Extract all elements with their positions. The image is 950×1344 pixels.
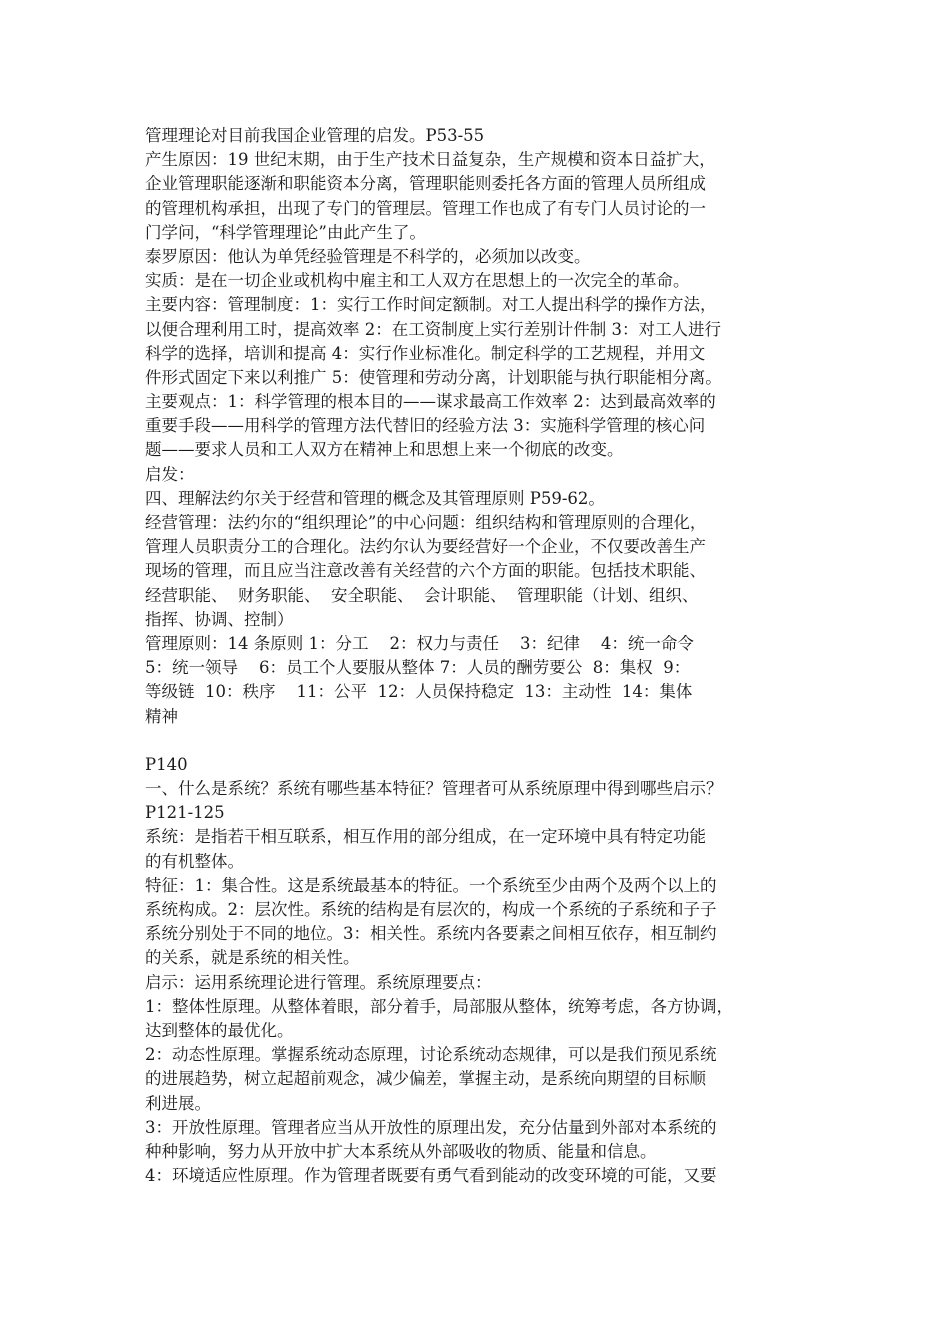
text-line: 主要观点：1：科学管理的根本目的——谋求最高工作效率 2：达到最高效率的 — [145, 392, 716, 412]
text-line: 种种影响，努力从开放中扩大本系统从外部吸收的物质、能量和信息。 — [145, 1141, 657, 1161]
text-line: 经营管理：法约尔的“组织理论”的中心问题：组织结构和管理原则的合理化， — [145, 513, 707, 532]
text-line: 的关系，就是系统的相关性。 — [145, 948, 360, 968]
text-line: 利进展。 — [145, 1093, 211, 1113]
text-line: 重要手段——用科学的管理方法代替旧的经验方法 3：实施科学管理的核心问 — [145, 416, 706, 436]
text-line: 3：开放性原理。管理者应当从开放性的原理出发，充分估量到外部对本系统的 — [145, 1117, 717, 1137]
text-line: P140 — [145, 754, 188, 774]
text-line: 的进展趋势，树立起超前观念，减少偏差，掌握主动，是系统向期望的目标顺 — [145, 1069, 706, 1089]
text-line: 系统分别处于不同的地位。3：相关性。系统内各要素之间相互依存，相互制约 — [145, 924, 717, 944]
text-line: 科学的选择，培训和提高 4：实行作业标准化。制定科学的工艺规程，并用文 — [145, 343, 706, 363]
text-line — [145, 729, 845, 753]
text-line: 指挥、协调、控制） — [145, 609, 294, 629]
text-line: 一、什么是系统？系统有哪些基本特征？管理者可从系统原理中得到哪些启示？ — [145, 779, 723, 799]
text-line: 管理原则：14 条原则 1：分工 2：权力与责任 3：纪律 4：统一命令 — [145, 633, 694, 653]
text-line: 实质：是在一切企业或机构中雇主和工人双方在思想上的一次完全的革命。 — [145, 271, 690, 291]
text-line: 启示：运用系统理论进行管理。系统原理要点： — [145, 972, 492, 992]
text-line: 四、理解法约尔关于经营和管理的概念及其管理原则 P59-62。 — [145, 488, 605, 508]
text-line: 题——要求人员和工人双方在精神上和思想上来一个彻底的改变。 — [145, 440, 624, 460]
text-line: 件形式固定下来以利推广 5：使管理和劳动分离，计划职能与执行职能相分离。 — [145, 367, 722, 387]
text-line: 特征：1：集合性。这是系统最基本的特征。一个系统至少由两个及两个以上的 — [145, 875, 717, 895]
text-line: 以便合理利用工时，提高效率 2：在工资制度上实行差别计件制 3：对工人进行 — [145, 319, 721, 339]
text-line: 管理理论对目前我国企业管理的启发。P53-55 — [145, 126, 485, 145]
text-line: 企业管理职能逐渐和职能资本分离，管理职能则委托各方面的管理人员所组成 — [145, 174, 706, 194]
text-line: 主要内容：管理制度：1：实行工作时间定额制。对工人提出科学的操作方法， — [145, 295, 717, 315]
text-line: 经营职能、 财务职能、 安全职能、 会计职能、 管理职能（计划、组织、 — [145, 585, 699, 605]
text-line: 精神 — [145, 706, 178, 726]
text-line: 现场的管理，而且应当注意改善有关经营的六个方面的职能。包括技术职能、 — [145, 561, 706, 581]
text-line: P121-125 — [145, 803, 225, 823]
text-line: 门学问，“科学管理理论”由此产生了。 — [145, 222, 426, 242]
text-line: 5：统一领导 6：员工个人要服从整体 7：人员的酬劳要公 8：集权 9： — [145, 658, 691, 678]
text-line: 产生原因：19 世纪末期，由于生产技术日益复杂，生产规模和资本日益扩大， — [145, 150, 716, 170]
text-line: 管理人员职责分工的合理化。法约尔认为要经营好一个企业，不仅要改善生产 — [145, 537, 706, 557]
text-line: 的管理机构承担，出现了专门的管理层。管理工作也成了有专门人员讨论的一 — [145, 198, 706, 218]
text-line: 的有机整体。 — [145, 851, 244, 871]
document-body — [145, 124, 845, 1188]
text-line: 1：整体性原理。从整体着眼，部分着手，局部服从整体，统筹考虑，各方协调， — [145, 996, 733, 1016]
text-line: 启发： — [145, 464, 195, 484]
text-line: 系统构成。2：层次性。系统的结构是有层次的，构成一个系统的子系统和子子 — [145, 900, 717, 919]
text-line: 等级链 10：秩序 11：公平 12：人员保持稳定 13：主动性 14：集体 — [145, 682, 693, 702]
text-line: 泰罗原因：他认为单凭经验管理是不科学的，必须加以改变。 — [145, 246, 591, 266]
text-line: 4：环境适应性原理。作为管理者既要有勇气看到能动的改变环境的可能，又要 — [145, 1166, 717, 1186]
text-line: 2：动态性原理。掌握系统动态原理，讨论系统动态规律，可以是我们预见系统 — [145, 1045, 717, 1065]
text-line: 系统：是指若干相互联系，相互作用的部分组成，在一定环境中具有特定功能 — [145, 827, 706, 847]
text-line: 达到整体的最优化。 — [145, 1020, 294, 1040]
